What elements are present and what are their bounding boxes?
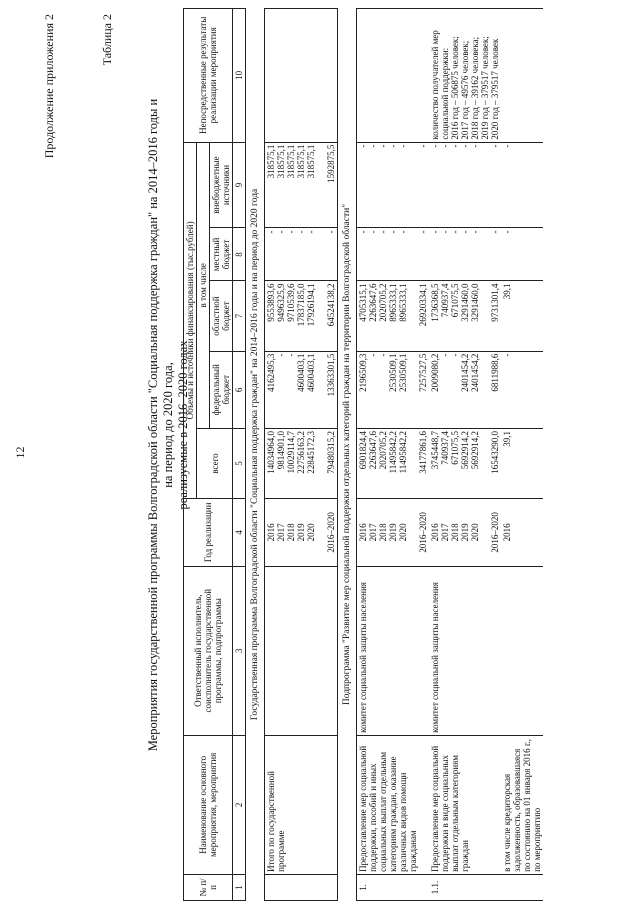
- table-row-program-total: [265, 9, 338, 901]
- colnum-10: 10: [233, 9, 246, 143]
- row-name: Предоставление мер социальной поддержки, пособий и иных социальных выплат отдельным категориям граждан, оказание различных видов помощи гражданам: [357, 735, 430, 874]
- row-local: - - - - - -: [357, 228, 430, 281]
- colnum-8: 8: [233, 228, 246, 281]
- row-num: 1.: [357, 874, 430, 900]
- table-row-1-1: [429, 9, 501, 901]
- row-num: [501, 874, 543, 900]
- section-row-program: [246, 9, 265, 901]
- row-name: в том числе кредиторская задолженность, образовавшаяся по состоянию на 01 января 2016 г., по мероприятию: [501, 735, 543, 874]
- colnum-3: 3: [233, 566, 246, 735]
- row-years: 2016 2017 2018 2019 2020 2016–2020: [357, 499, 430, 566]
- row-total: 14034964,0 9814901,0 10029114,7 22756163,2 22845172,3 79480315,2: [265, 428, 338, 498]
- table-row-1: [357, 9, 430, 901]
- row-extra: -: [501, 142, 543, 228]
- row-extra: 318575,1 318575,1 318575,1 318575,1 318575,1 1592875,5: [265, 142, 338, 228]
- row-responsible: [501, 566, 543, 735]
- row-regional: 39,1: [501, 281, 543, 351]
- section-program-title: Государственная программа Волгоградской области "Социальная поддержка граждан" на 2014–2016 годы и на период до 2020 года: [246, 9, 265, 901]
- header-local: местный бюджет: [210, 228, 233, 281]
- table-row-debt: [501, 9, 543, 901]
- colnum-7: 7: [233, 281, 246, 351]
- row-federal: 2009080,2 - - 2401454,2 2401454,2 6811988,6: [429, 351, 501, 428]
- title-line-2: реализуемые в 2016–2020 годах: [176, 340, 190, 510]
- row-name: Итого по государственной программе: [265, 735, 338, 874]
- row-regional: 9553893,6 9496325,9 9710539,6 17837185,0 17926194,1 64524138,2: [265, 281, 338, 351]
- section-subprogram-title: Подпрограмма "Развитие мер социальной поддержки отдельных категорий граждан на территории Волгоградской области": [338, 9, 357, 901]
- row-results: [265, 9, 338, 143]
- colnum-4: 4: [233, 499, 246, 566]
- header-including: в том числе: [197, 142, 210, 428]
- row-local: -: [501, 228, 543, 281]
- column-numbers-row: [233, 9, 246, 901]
- row-extra: - - - - - -: [429, 142, 501, 228]
- colnum-9: 9: [233, 142, 246, 228]
- page-number: 12: [13, 446, 27, 459]
- row-num: [265, 874, 338, 900]
- row-years: 2016 2017 2018 2019 2020 2016–2020: [429, 499, 501, 566]
- header-extra: внебюджетные источники: [210, 142, 233, 228]
- header-num: № п/п: [184, 874, 233, 900]
- row-responsible: комитет социальной защиты населения: [429, 566, 501, 735]
- colnum-6: 6: [233, 351, 246, 428]
- header-responsible: Ответственный исполнитель, соисполнитель государственной программы, подпрограммы: [184, 566, 233, 735]
- row-total: 3745448,7 740937,4 671075,5 5692914,2 5692914,2 16543290,0: [429, 428, 501, 498]
- header-funding: Объемы и источники финансирования (тыс.рублей): [184, 142, 197, 499]
- colnum-5: 5: [233, 428, 246, 498]
- row-results: [357, 9, 430, 143]
- header-total: всего: [197, 428, 233, 498]
- row-num: 1.1.: [429, 874, 501, 900]
- row-regional: 4705315,1 2263647,6 2020705,2 8965333,1 8965333,1 26920334,1: [357, 281, 430, 351]
- header-row-1: [184, 9, 197, 901]
- row-extra: - - - - - -: [357, 142, 430, 228]
- row-federal: -: [501, 351, 543, 428]
- continuation-label: Продолжение приложения 2: [42, 14, 56, 159]
- row-federal: 4162495,3 - - 4600403,1 4600403,1 13363301,5: [265, 351, 338, 428]
- row-regional: 1736368,5 740937,4 671075,5 3291460,0 3291460,0 9731301,4: [429, 281, 501, 351]
- row-year: 2016: [501, 499, 543, 566]
- row-total: 39,1: [501, 428, 543, 498]
- measures-table: [183, 8, 543, 901]
- title-line-1: Мероприятия государственной программы Волгоградской области "Социальная поддержка граждан" на 2014–2016 годы и на период до 2020 года,: [146, 98, 175, 752]
- row-federal: 2196509,3 - - 2530509,1 2530509,1 7257527,5: [357, 351, 430, 428]
- header-regional: областной бюджет: [210, 281, 233, 351]
- header-results: Непосредственные результаты реализации мероприятия: [184, 9, 233, 143]
- row-total: 6901824,4 2263647,6 2020705,2 11495842,2 11495842,2 34177861,6: [357, 428, 430, 498]
- header-year: Год реализации: [184, 499, 233, 566]
- row-results: [501, 9, 543, 143]
- row-responsible: [265, 566, 338, 735]
- colnum-2: 2: [233, 735, 246, 874]
- row-local: - - - - - -: [265, 228, 338, 281]
- section-row-subprogram: [338, 9, 357, 901]
- header-federal: федеральный бюджет: [210, 351, 233, 428]
- row-results: количество получателей мер социальной поддержки: 2016 год – 506875 человек; 2017 год – 49576 человек; 2018 год – 39162 человека; 2019 год – 379517 человек; 2020 год – 379517 человек: [429, 9, 501, 143]
- colnum-1: 1: [233, 874, 246, 900]
- row-name: Предоставление мер социальной поддержки в виде социальных выплат отдельным категориям граждан: [429, 735, 501, 874]
- header-name: Наименование основного мероприятия, мероприятия: [184, 735, 233, 874]
- row-years: 2016 2017 2018 2019 2020 2016–2020: [265, 499, 338, 566]
- row-responsible: комитет социальной защиты населения: [357, 566, 430, 735]
- table-label: Таблица 2: [100, 14, 114, 66]
- row-local: - - - - - -: [429, 228, 501, 281]
